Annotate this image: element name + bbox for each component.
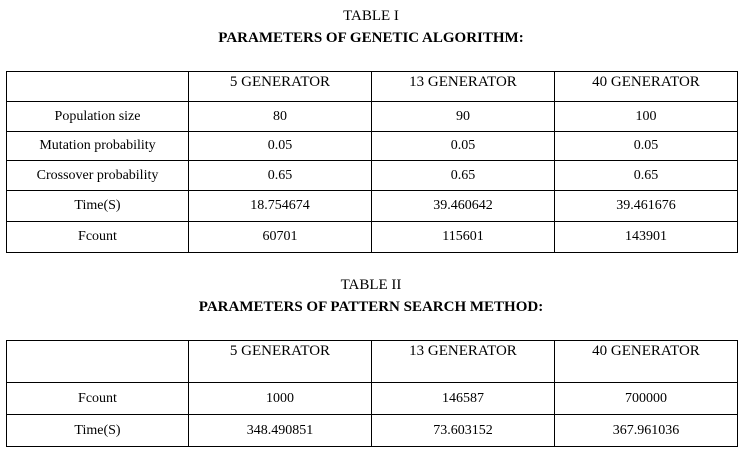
cell: 0.65 (372, 161, 555, 191)
row-label: Crossover probability (7, 161, 189, 191)
genetic-algorithm-table (6, 71, 738, 253)
cell: 143901 (555, 222, 738, 253)
table2-title: PARAMETERS OF PATTERN SEARCH METHOD: (198, 299, 544, 315)
cell: 0.05 (555, 132, 738, 161)
cell: 367.961036 (555, 415, 738, 447)
table1-corner-cell (7, 72, 189, 102)
row-label: Time(S) (7, 415, 189, 447)
table1-number: TABLE I (343, 8, 399, 24)
table1-col-40-generator: 40 GENERATOR (555, 72, 738, 102)
table-row (7, 383, 738, 415)
table2-col-13-generator: 13 GENERATOR (372, 341, 555, 383)
cell: 80 (189, 102, 372, 132)
table-row (7, 415, 738, 447)
cell: 1000 (189, 383, 372, 415)
row-label: Time(S) (7, 191, 189, 222)
cell: 0.65 (555, 161, 738, 191)
row-label: Fcount (7, 222, 189, 253)
row-label: Population size (7, 102, 189, 132)
cell: 73.603152 (372, 415, 555, 447)
table2-col-40-generator: 40 GENERATOR (555, 341, 738, 383)
cell: 348.490851 (189, 415, 372, 447)
cell: 90 (372, 102, 555, 132)
cell: 39.461676 (555, 191, 738, 222)
table2-col-5-generator: 5 GENERATOR (189, 341, 372, 383)
cell: 18.754674 (189, 191, 372, 222)
row-label: Mutation probability (7, 132, 189, 161)
table-row (7, 132, 738, 161)
table2-header-row (7, 341, 738, 383)
table2-corner-cell (7, 341, 189, 383)
table2-number: TABLE II (340, 277, 402, 293)
cell: 0.05 (189, 132, 372, 161)
table1-header-row (7, 72, 738, 102)
row-label: Fcount (7, 383, 189, 415)
cell: 146587 (372, 383, 555, 415)
cell: 700000 (555, 383, 738, 415)
table1-title: PARAMETERS OF GENETIC ALGORITHM: (218, 30, 524, 46)
table-row (7, 222, 738, 253)
table1-col-5-generator: 5 GENERATOR (189, 72, 372, 102)
table-row (7, 191, 738, 222)
cell: 0.05 (372, 132, 555, 161)
cell: 60701 (189, 222, 372, 253)
cell: 100 (555, 102, 738, 132)
cell: 115601 (372, 222, 555, 253)
cell: 39.460642 (372, 191, 555, 222)
table1-col-13-generator: 13 GENERATOR (372, 72, 555, 102)
table-row (7, 161, 738, 191)
table-row (7, 102, 738, 132)
pattern-search-table (6, 340, 738, 447)
cell: 0.65 (189, 161, 372, 191)
